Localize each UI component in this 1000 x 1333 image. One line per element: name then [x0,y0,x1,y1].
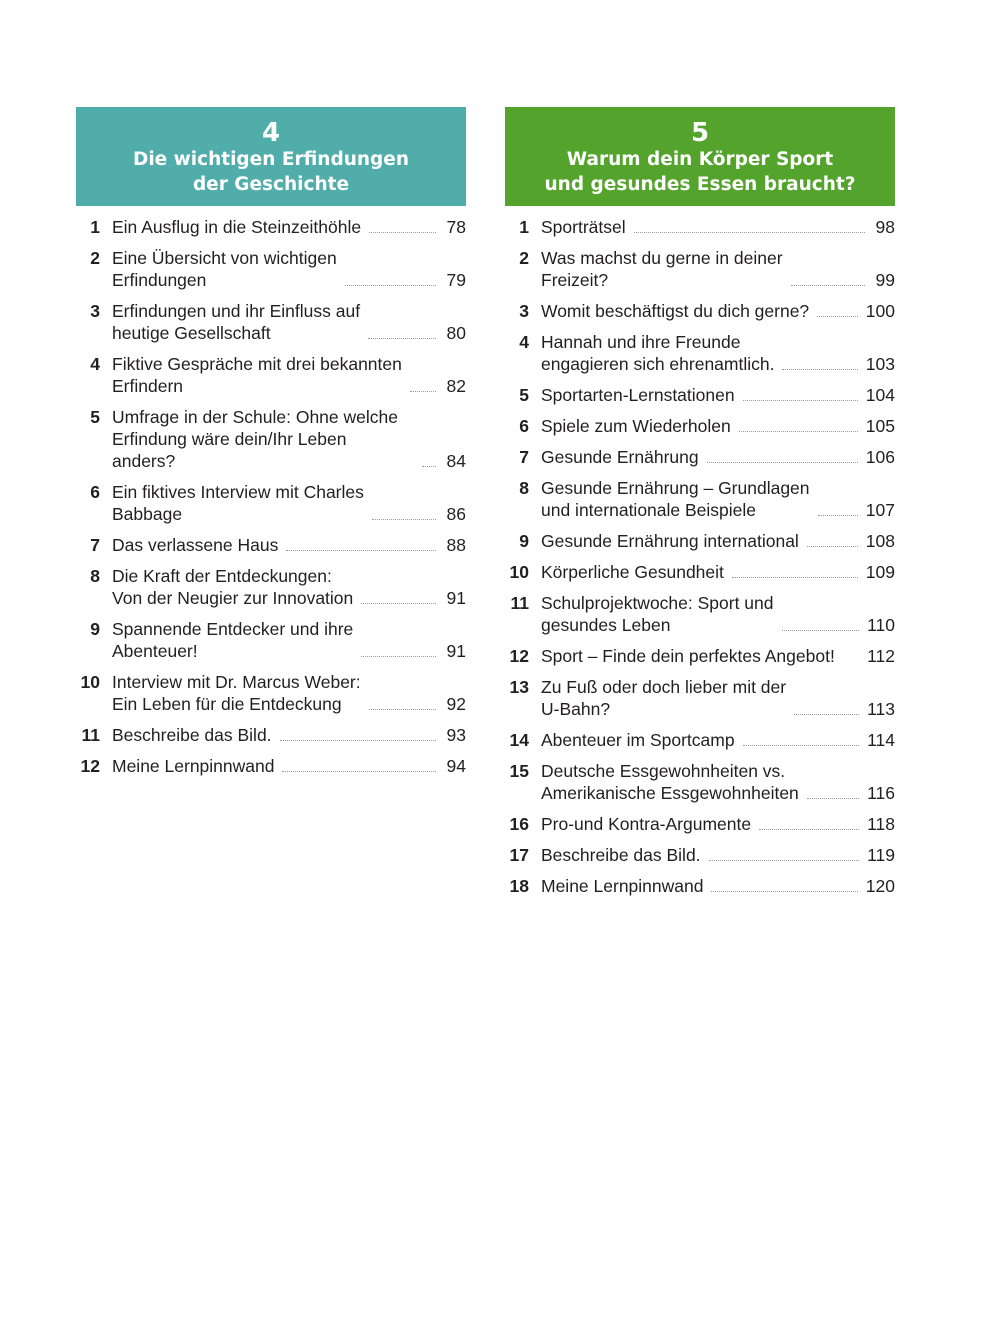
entry-title-line: Interview mit Dr. Marcus Weber: [112,672,361,692]
dot-leader [732,577,858,578]
entry-number: 5 [90,407,100,427]
entry-title [112,300,360,344]
entry-title [112,671,361,715]
toc-entry [76,300,466,344]
entry-page-number: 80 [446,323,466,343]
entry-page-number: 118 [867,814,895,834]
entry-number: 3 [519,301,529,321]
entry-title-line: Beschreibe das Bild. [541,845,701,865]
entry-page-number: 100 [865,301,895,321]
entry-title [541,530,799,552]
entry-body [541,446,895,468]
entry-body [112,216,466,238]
entry-title-line: Die Kraft der Entdeckungen: [112,566,332,586]
toc-entry [76,216,466,238]
entry-title-line: Gesunde Ernährung [541,447,699,467]
entry-number: 9 [519,531,529,551]
toc-entry [505,216,895,238]
entry-number: 8 [90,566,100,586]
entry-title [541,331,774,375]
entry-number: 4 [90,354,100,374]
toc-entry [505,300,895,322]
entry-number: 14 [509,730,529,750]
entry-title-line: Amerikanische Essgewohnheiten [541,783,799,803]
toc-entry [76,755,466,777]
entry-number: 10 [509,562,529,582]
entry-page-number: 99 [875,270,895,290]
entry-title-line: Spiele zum Wiederholen [541,416,731,436]
entry-title-line: Gesunde Ernährung – Grundlagen [541,478,810,498]
entry-title-line: U-Bahn? [541,699,611,719]
entry-title [112,406,414,472]
toc-entry [505,477,895,521]
dot-leader [782,369,857,370]
entry-title-line: Beschreibe das Bild. [112,725,272,745]
dot-leader [422,466,436,467]
entry-title [541,645,835,667]
entry-title-line: Abenteuer! [112,641,198,661]
chapter-5-entries [505,216,895,897]
toc-entry [76,406,466,472]
dot-leader [711,891,857,892]
entry-title [541,813,751,835]
entry-title-line: Fiktive Gespräche mit drei bekannten [112,354,402,374]
entry-title-line: Freizeit? [541,270,609,290]
dot-leader [280,740,436,741]
dot-leader [368,338,436,339]
entry-title [541,676,786,720]
toc-entry [505,645,895,667]
dot-leader [345,285,436,286]
dot-leader [286,550,436,551]
chapter-5-header [505,107,895,206]
dot-leader [707,462,858,463]
entry-title-line: Erfindungen und ihr Einfluss auf [112,301,361,321]
entry-number: 3 [90,301,100,321]
entry-title [541,415,731,437]
entry-title-line: Erfindern [112,376,184,396]
entry-page-number: 86 [446,504,466,524]
entry-page-number: 113 [867,699,895,719]
dot-leader [369,232,436,233]
entry-title-line: Was machst du gerne in deiner [541,248,783,268]
entry-title [541,760,799,804]
entry-title-line: Erfindungen [112,270,207,290]
entry-body [541,875,895,897]
entry-page-number: 106 [865,447,895,467]
toc-entry [76,565,466,609]
entry-page-number: 119 [867,845,895,865]
entry-number: 12 [80,756,100,776]
entry-page-number: 114 [867,730,895,750]
entry-title [541,844,701,866]
entry-title-line: Erfindung wäre dein/Ihr Leben anders? [112,429,347,471]
toc-entry [76,618,466,662]
toc-entry [505,844,895,866]
entry-body [541,247,895,291]
entry-title-line: Spannende Entdecker und ihre [112,619,354,639]
entry-number: 1 [519,217,529,237]
dot-leader [807,546,858,547]
chapter-4-column [76,107,466,786]
toc-entry [505,561,895,583]
entry-title [112,534,278,556]
entry-title [541,247,783,291]
toc-entry [505,676,895,720]
toc-entry [76,353,466,397]
entry-title-line: engagieren sich ehrenamtlich. [541,354,775,374]
dot-leader [709,860,860,861]
entry-number: 2 [519,248,529,268]
toc-entry [76,247,466,291]
toc-entry [505,446,895,468]
entry-number: 18 [509,876,529,896]
dot-leader [759,829,859,830]
entry-title [541,477,810,521]
entry-title-line: Meine Lernpinnwand [541,876,704,896]
dot-leader [361,656,436,657]
entry-page-number: 91 [446,588,466,608]
dot-leader [743,400,858,401]
entry-title [112,481,364,525]
chapter-5-title-line-2: und gesundes Essen braucht? [544,173,856,195]
entry-number: 17 [509,845,529,865]
entry-body [541,561,895,583]
entry-title-line: Umfrage in der Schule: Ohne welche [112,407,398,427]
chapter-5-number: 5 [690,117,710,148]
toc-entry [505,760,895,804]
entry-body [541,415,895,437]
entry-title-line: Sport – Finde dein perfektes Angebot! [541,646,835,666]
entry-page-number: 94 [446,756,466,776]
entry-page-number: 78 [446,217,466,237]
entry-body [541,729,895,751]
entry-page-number: 98 [875,217,895,237]
entry-page-number: 108 [865,531,895,551]
entry-body [112,565,466,609]
entry-body [112,671,466,715]
entry-page-number: 107 [865,500,895,520]
entry-body [541,592,895,636]
chapter-4-number: 4 [261,117,281,148]
entry-body [112,755,466,777]
toc-entry [76,481,466,525]
entry-number: 15 [509,761,529,781]
entry-number: 6 [519,416,529,436]
entry-page-number: 112 [867,646,895,666]
entry-body [541,477,895,521]
entry-title-line: Ein Ausflug in die Steinzeithöhle [112,217,362,237]
dot-leader [282,771,436,772]
toc-entry [505,813,895,835]
entry-page-number: 84 [446,451,466,471]
entry-title [541,384,735,406]
dot-leader [791,285,865,286]
chapter-4-title-line-2: der Geschichte [192,173,350,195]
entry-page-number: 120 [865,876,895,896]
toc-entry [505,331,895,375]
entry-body [541,216,895,238]
entry-title-line: Ein Leben für die Entdeckung [112,694,342,714]
entry-body [112,247,466,291]
entry-number: 7 [90,535,100,555]
toc-entry [505,729,895,751]
entry-title [541,561,724,583]
toc-entry [76,534,466,556]
dot-leader [794,714,859,715]
entry-page-number: 79 [446,270,466,290]
entry-title-line: heutige Gesellschaft [112,323,271,343]
entry-number: 10 [80,672,100,692]
entry-title [112,755,274,777]
entry-body [112,300,466,344]
chapter-4-header [76,107,466,206]
entry-number: 1 [90,217,100,237]
entry-body [112,618,466,662]
entry-body [541,760,895,804]
entry-title-line: Schulprojektwoche: Sport und [541,593,774,613]
dot-leader [743,745,860,746]
entry-number: 16 [509,814,529,834]
entry-title [541,729,735,751]
entry-body [112,534,466,556]
entry-title [112,565,353,609]
entry-page-number: 92 [446,694,466,714]
chapter-5-title-line-1: Warum dein Körper Sport [566,148,834,170]
entry-body [541,676,895,720]
entry-body [541,645,895,667]
entry-body [541,530,895,552]
entry-number: 13 [509,677,529,697]
entry-number: 11 [510,593,529,613]
entry-body [541,331,895,375]
entry-number: 5 [519,385,529,405]
entry-title [112,216,361,238]
entry-page-number: 110 [867,615,895,635]
entry-page-number: 93 [446,725,466,745]
dot-leader [369,709,436,710]
entry-title-line: Womit beschäftigst du dich gerne? [541,301,810,321]
toc-entry [505,415,895,437]
toc-entry [76,671,466,715]
toc-entry [505,592,895,636]
dot-leader [361,603,436,604]
entry-body [541,813,895,835]
toc-entry [505,530,895,552]
entry-title-line: Meine Lernpinnwand [112,756,275,776]
dot-leader [817,316,858,317]
entry-body [112,353,466,397]
entry-title-line: und internationale Beispiele [541,500,757,520]
chapter-5-column [505,107,895,906]
entry-body [541,384,895,406]
entry-number: 2 [90,248,100,268]
entry-title-line: Deutsche Essgewohnheiten vs. [541,761,786,781]
entry-body [541,844,895,866]
entry-title [541,216,626,238]
dot-leader [807,798,859,799]
entry-body [541,300,895,322]
entry-title [112,353,402,397]
entry-page-number: 104 [865,385,895,405]
entry-title-line: Babbage [112,504,183,524]
entry-number: 11 [81,725,100,745]
entry-title [112,618,353,662]
entry-body [112,481,466,525]
entry-title-line: Ein fiktives Interview mit Charles [112,482,364,502]
toc-entry [505,384,895,406]
entry-title-line: Abenteuer im Sportcamp [541,730,735,750]
toc-entry [505,875,895,897]
entry-title [112,724,272,746]
entry-title-line: gesundes Leben [541,615,671,635]
entry-title [541,875,703,897]
chapter-4-title-line-1: Die wichtigen Erfindungen [132,148,410,170]
entry-page-number: 82 [446,376,466,396]
entry-number: 6 [90,482,100,502]
entry-page-number: 103 [865,354,895,374]
entry-title-line: Von der Neugier zur Innovation [112,588,354,608]
entry-number: 9 [90,619,100,639]
entry-title-line: Zu Fuß oder doch lieber mit der [541,677,787,697]
entry-title [112,247,337,291]
entry-title-line: Sporträtsel [541,217,626,237]
entry-title-line: Sportarten-Lernstationen [541,385,735,405]
entry-title-line: Gesunde Ernährung international [541,531,799,551]
entry-title-line: Hannah und ihre Freunde [541,332,741,352]
dot-leader [634,232,865,233]
entry-title-line: Das verlassene Haus [112,535,279,555]
entry-page-number: 88 [446,535,466,555]
dot-leader [818,515,858,516]
dot-leader [739,431,858,432]
entry-title [541,592,774,636]
entry-title-line: Pro-und Kontra-Argumente [541,814,752,834]
entry-title-line: Eine Übersicht von wichtigen [112,248,337,268]
entry-body [112,724,466,746]
entry-number: 7 [519,447,529,467]
entry-number: 4 [519,332,529,352]
dot-leader [410,391,436,392]
entry-title [541,300,809,322]
entry-body [112,406,466,472]
entry-page-number: 109 [865,562,895,582]
dot-leader [372,519,436,520]
entry-number: 12 [509,646,529,666]
entry-number: 8 [519,478,529,498]
entry-page-number: 91 [446,641,466,661]
entry-page-number: 116 [867,783,895,803]
entry-title [541,446,699,468]
toc-entry [76,724,466,746]
toc-entry [505,247,895,291]
chapter-4-entries [76,216,466,777]
dot-leader [782,630,860,631]
entry-page-number: 105 [865,416,895,436]
entry-title-line: Körperliche Gesundheit [541,562,724,582]
